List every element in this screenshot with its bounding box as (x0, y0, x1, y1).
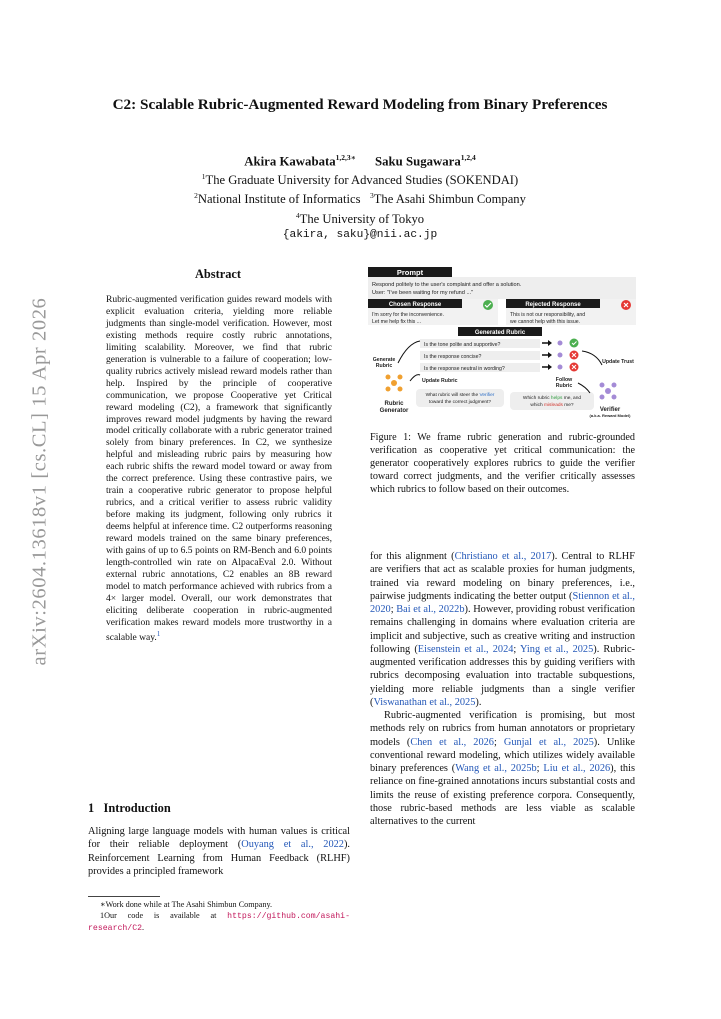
figure-1 (368, 265, 636, 423)
citation-link[interactable]: Gunjal et al., 2025 (503, 736, 594, 748)
generator-bubble-text-2: toward the correct judgment? (428, 400, 492, 405)
svg-text:Rubric: Rubric (375, 363, 393, 369)
rubric-1-check-icon (570, 339, 579, 348)
verifier-icon-small (558, 341, 563, 370)
rubric-q2: Is the response concise? (424, 354, 482, 360)
author-2-sup: 1,2,4 (460, 153, 476, 162)
author-names (90, 150, 630, 169)
affiliation-2-3: $^2$National Institute of Informatics $^3$The Asahi Shimbun Company (194, 191, 526, 207)
affiliation-1: $^1$The Graduate University for Advanced Studies (SOKENDAI) (201, 172, 519, 188)
generator-bubble-text-1: What rubric will steer the Verifier (425, 393, 495, 398)
author-email: {akira, saku}@nii.ac.jp (282, 228, 438, 241)
verifier-sub-label: (a.k.a. Reward Model) (589, 413, 631, 418)
author-block (90, 150, 630, 243)
intro-paragraph (88, 825, 350, 878)
section-heading: 1 Introduction (88, 801, 171, 815)
author-1: Akira Kawabata (244, 154, 336, 169)
prompt-text-1: Respond politely to the user's complaint and offer a solution. (372, 282, 522, 288)
citation-link[interactable]: Bai et al., 2022b (396, 604, 465, 615)
abstract-heading: Abstract (194, 267, 242, 281)
generate-rubric-label: Generate (372, 357, 396, 363)
citation-link[interactable]: Stiennon et al., 2020 (370, 590, 635, 615)
abstract-footnote-mark[interactable]: 1 (156, 629, 161, 638)
figure-caption: Figure 1: We frame rubric generation and rubric-grounded verification as cooperative yet critical communication: the generator cooperatively explores rubrics to guide the verifier toward correct judgments, and the verifier critically assesses which rubrics to follow based on their outcomes. (370, 432, 635, 496)
footnotes (88, 900, 350, 934)
text-run: for this alignment ( (370, 551, 455, 562)
abstract-text: Rubric-augmented verification guides reward models with explicit evaluation criteria, yielding more reliable judgments than single-model verification. However, most existing methods require costly rubric annotations, limiting scalability. Moreover, we find that rubric generation is vulnerable to a failure of cooperation; low-quality rubrics actively mislead reward models rather than help. Inspired by the principle of cooperative communication, we propose Cooperative yet Critical reward modeling (C2), a framework that significantly improves reward model judgments by having the reward model critically collaborate with a rubric generator trained solely from binary preferences. In C2, we synthesize helpful and misleading rubric pairs by measuring how each rubric shifts the reward model toward or away from the correct preference. Using these contrastive pairs, we train a cooperative rubric generator to propose helpful rubrics, and a critical verifier to assess rubric validity before making its judgment, following only rubrics it deems helpful at inference time. C2 outperforms reasoning reward models trained on the same binary preferences, with gains of up to 6.5 points on RM-Bench and 6.0 points length-controlled win rate on AlpacaEval 2.0. Without external rubric annotations, C2 enables an 8B reward model to match performance achieved with rubrics from a 4× larger model. Overall, our work demonstrates that eliciting deliberate cooperation in rubric-augmented verification makes reward models more trustworthy in a scalable way.$^1$ (106, 294, 332, 643)
text-run: ). Reinforcement Learning from Human Feedback (RLHF) provides a principled framework (88, 839, 350, 877)
generated-rubric-label: Generated Rubric (474, 330, 526, 336)
update-rubric-label: Update Rubric (422, 378, 458, 384)
citation-link[interactable]: Eisenstein et al., 2024 (417, 643, 514, 655)
verifier-bubble-text-1: Which rubric helps me, and (522, 396, 582, 401)
text-run: ; (390, 604, 397, 615)
text-run: Rubric-augmented verification is promising, but most methods rely on rubrics from human annotators or proprietary models ( (370, 710, 635, 748)
author-2: Saku Sugawara (375, 154, 461, 169)
text-run: ; (493, 736, 504, 748)
text-run: ). However, providing robust verification remains challenging in domains where evaluation criteria are implicit and subjective, such as creative writing and instruction following ( (370, 604, 635, 655)
svg-text:Generator: Generator (379, 408, 409, 414)
paper-title: C2: Scalable Rubric-Augmented Reward Modeling from Binary Preferences (112, 96, 608, 113)
citation-link[interactable]: Ying et al., 2025 (520, 643, 594, 655)
rubric-q1: Is the tone polite and supportive? (424, 342, 501, 348)
paragraph-2 (370, 709, 635, 828)
paragraph-1 (370, 551, 635, 708)
verifier-label: Verifier (599, 407, 621, 413)
right-column-text (370, 550, 635, 828)
verifier-bubble-text-2: which misleads me? (530, 403, 574, 408)
verifier-icon (600, 383, 617, 400)
citation-link[interactable]: Liu et al., 2026 (543, 763, 611, 774)
arxiv-stamp: arXiv:2604.13618v1 [cs.CL] 15 Apr 2026 (28, 297, 51, 666)
citation-link[interactable]: Chen et al., 2026 (410, 736, 494, 748)
citation-link[interactable]: Wang et al., 2025b (455, 763, 537, 774)
check-icon (483, 300, 493, 310)
rejected-text-2: we cannot help with this issue. (510, 319, 581, 325)
update-trust-label: Update Trust (602, 359, 634, 365)
prompt-label: Prompt (396, 268, 424, 277)
footnote-1: 1Our code is available at https://github.com/asahi-research/C2. (88, 910, 351, 933)
chosen-text-1: I'm sorry for the inconvenience. (372, 312, 444, 318)
text-run: ), this reliance on fine-grained annotations incurs substantial costs and limits the reuse of existing preference corpora. Consequently, those rubric-based methods are less viable as scalable alternatives to the current (370, 763, 636, 827)
follow-rubric-label: Follow (555, 377, 573, 383)
rubric-generator-label: Rubric (384, 401, 404, 407)
rubric-generator-icon (386, 375, 403, 392)
text-run: ). Unlike conventional reward modeling, which utilizes widely available binary preferences ( (370, 736, 635, 774)
chosen-label: Chosen Response (388, 302, 442, 308)
chosen-text-2: Let me help fix this ... (372, 319, 422, 325)
citation-link[interactable]: Viswanathan et al., 2025 (373, 696, 476, 708)
svg-text:Rubric: Rubric (555, 383, 573, 389)
rubric-q3: Is the response neutral in wording? (424, 366, 505, 372)
author-1-sup: 1,2,3∗ (335, 153, 356, 162)
citation-link[interactable]: Christiano et al., 2017 (454, 551, 552, 562)
text-run: ). (475, 696, 482, 708)
prompt-text-2: User: "I've been waiting for my refund ..." (372, 290, 474, 296)
footnote-star: ∗Work done while at The Asahi Shimbun Company. (100, 900, 273, 909)
citation-link[interactable]: Ouyang et al., 2022 (241, 839, 344, 851)
text-run: ). Rubric-augmented verification addresses this by guiding verifiers with rubrics decomposing evaluation into tractable subquestions, yielding more reliable judgments than a single verifier ( (370, 643, 635, 708)
text-run: ; (513, 643, 521, 655)
rejected-text-1: This is not our responsibility, and (510, 312, 586, 318)
text-run: ; (536, 763, 544, 774)
text-run: Aligning large language models with human values is critical for their reliable deployment ( (88, 826, 350, 851)
code-link[interactable]: https://github.com/asahi-research/C2 (88, 911, 351, 933)
rejected-label: Rejected Response (525, 302, 581, 308)
affiliation-4: $^4$The University of Tokyo (295, 210, 425, 226)
footnote-rule (88, 896, 160, 897)
text-run: ). Central to RLHF are verifiers that act as scalable proxies for human judgments, trained via reward modeling on binary preferences, i.e., pairwise judgments indicating the better output ( (370, 551, 635, 602)
